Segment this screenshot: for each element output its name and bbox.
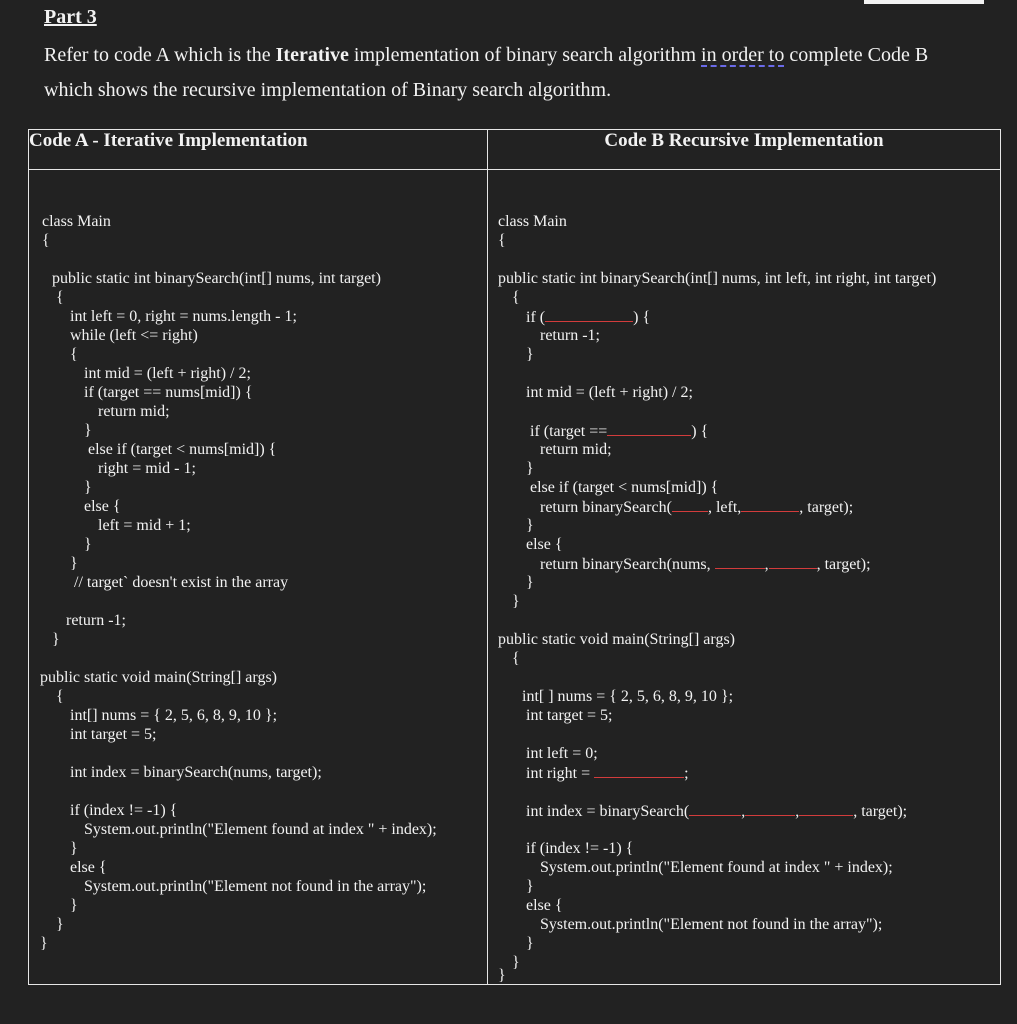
code-b-line: } xyxy=(526,878,534,895)
code-a-line: } xyxy=(84,479,92,496)
code-a-line: { xyxy=(70,346,78,363)
code-a-line: return mid; xyxy=(98,403,170,420)
code-b-line: System.out.println("Element not found in the array"); xyxy=(540,916,883,933)
part-title: Part 3 xyxy=(44,6,97,28)
code-b-line: System.out.println("Element found at index " + index); xyxy=(540,859,893,876)
code-a-line: System.out.println("Element not found in the array"); xyxy=(84,878,427,895)
code-a-line: else { xyxy=(84,498,121,515)
intro-line-1: Refer to code A which is the Iterative implementation of binary search algorithm in order to complete Code B xyxy=(44,44,929,66)
answer-blank[interactable] xyxy=(769,554,817,569)
code-b-line: class Main xyxy=(498,213,567,230)
code-b-line: else if (target < nums[mid]) { xyxy=(530,479,719,496)
intro-bold-iterative: Iterative xyxy=(275,44,349,66)
code-a-line: int target = 5; xyxy=(70,726,157,743)
code-b-line: } xyxy=(526,574,534,591)
code-b-line: return -1; xyxy=(540,327,600,344)
code-a-line: int[] nums = { 2, 5, 6, 8, 9, 10 }; xyxy=(70,707,278,724)
code-b-line: } xyxy=(512,954,520,971)
code-a-line: int index = binarySearch(nums, target); xyxy=(70,764,322,781)
code-b-line: return mid; xyxy=(540,441,612,458)
answer-blank[interactable] xyxy=(799,801,853,816)
code-b-line: if (index != -1) { xyxy=(526,840,634,857)
code-a-line: } xyxy=(70,555,78,572)
answer-blank[interactable] xyxy=(594,763,684,778)
code-a-line: System.out.println("Element found at index " + index); xyxy=(84,821,437,838)
code-a-comment: // target` doesn't exist in the array xyxy=(74,574,289,591)
code-b-line: { xyxy=(512,650,520,667)
code-a-line: class Main xyxy=(42,213,111,230)
code-a-line: if (target == nums[mid]) { xyxy=(84,384,253,401)
answer-blank[interactable] xyxy=(607,421,691,436)
code-b-line: return binarySearch( , left, , target); xyxy=(540,499,854,516)
code-a-line: while (left <= right) xyxy=(70,327,198,344)
code-a-line: if (index != -1) { xyxy=(70,802,178,819)
code-b-line: } xyxy=(526,935,534,952)
code-a-line: int left = 0, right = nums.length - 1; xyxy=(70,308,297,325)
code-a-line: else { xyxy=(70,859,107,876)
code-a-line: } xyxy=(56,916,64,933)
code-b-line: int mid = (left + right) / 2; xyxy=(526,384,693,401)
code-a-line: } xyxy=(70,897,78,914)
code-b-line: } xyxy=(526,346,534,363)
code-b-line: else { xyxy=(526,536,563,553)
answer-blank[interactable] xyxy=(545,307,633,322)
code-b-line: } xyxy=(526,517,534,534)
code-a-line: right = mid - 1; xyxy=(98,460,196,477)
code-a-line: } xyxy=(70,840,78,857)
code-a-line: } xyxy=(40,935,48,952)
code-a-line: { xyxy=(56,289,64,306)
code-a-line: } xyxy=(52,631,60,648)
code-a-line: { xyxy=(56,688,64,705)
code-b-line: } xyxy=(498,967,506,984)
code-a-line: } xyxy=(84,422,92,439)
code-b-cell xyxy=(488,170,1001,985)
code-b-line: } xyxy=(512,593,520,610)
intro-line-2: which shows the recursive implementation of Binary search algorithm. xyxy=(44,79,612,101)
header-code-b: Code B Recursive Implementation xyxy=(488,130,1001,170)
code-a-line: else if (target < nums[mid]) { xyxy=(88,441,277,458)
code-a-line: int mid = (left + right) / 2; xyxy=(84,365,251,382)
code-a-line: return -1; xyxy=(66,612,126,629)
code-b-line: int index = binarySearch( , , , target); xyxy=(526,803,908,820)
code-a-line: public static void main(String[] args) xyxy=(40,669,277,686)
top-right-box xyxy=(864,0,984,4)
code-b-line: { xyxy=(498,232,506,249)
code-a-cell xyxy=(29,170,488,985)
answer-blank[interactable] xyxy=(672,497,708,512)
answer-blank[interactable] xyxy=(689,801,741,816)
code-a-line: left = mid + 1; xyxy=(98,517,191,534)
code-b-line: int right = ; xyxy=(526,765,689,782)
code-a-line: { xyxy=(42,232,50,249)
code-b-line: { xyxy=(512,289,520,306)
answer-blank[interactable] xyxy=(715,554,765,569)
code-b-line: if (target == ) { xyxy=(530,423,709,440)
code-b-line: public static void main(String[] args) xyxy=(498,631,735,648)
code-b-line: else { xyxy=(526,897,563,914)
code-b-line: if ( ) { xyxy=(526,309,651,326)
intro-dotted-phrase: in order to xyxy=(701,44,785,66)
answer-blank[interactable] xyxy=(745,801,795,816)
code-b-line: int left = 0; xyxy=(526,745,598,762)
code-a-line: public static int binarySearch(int[] nums, int target) xyxy=(52,270,381,287)
code-b-line: } xyxy=(526,460,534,477)
answer-blank[interactable] xyxy=(741,497,799,512)
code-b-line: int[ ] nums = { 2, 5, 6, 8, 9, 10 }; xyxy=(522,688,734,705)
code-comparison-table xyxy=(28,129,1001,985)
code-b-line: return binarySearch(nums, , , target); xyxy=(540,556,871,573)
code-a-line: } xyxy=(84,536,92,553)
code-b-line: int target = 5; xyxy=(526,707,613,724)
code-b-line: public static int binarySearch(int[] nums, int left, int right, int target) xyxy=(498,270,937,287)
header-code-a: Code A - Iterative Implementation xyxy=(29,130,488,170)
